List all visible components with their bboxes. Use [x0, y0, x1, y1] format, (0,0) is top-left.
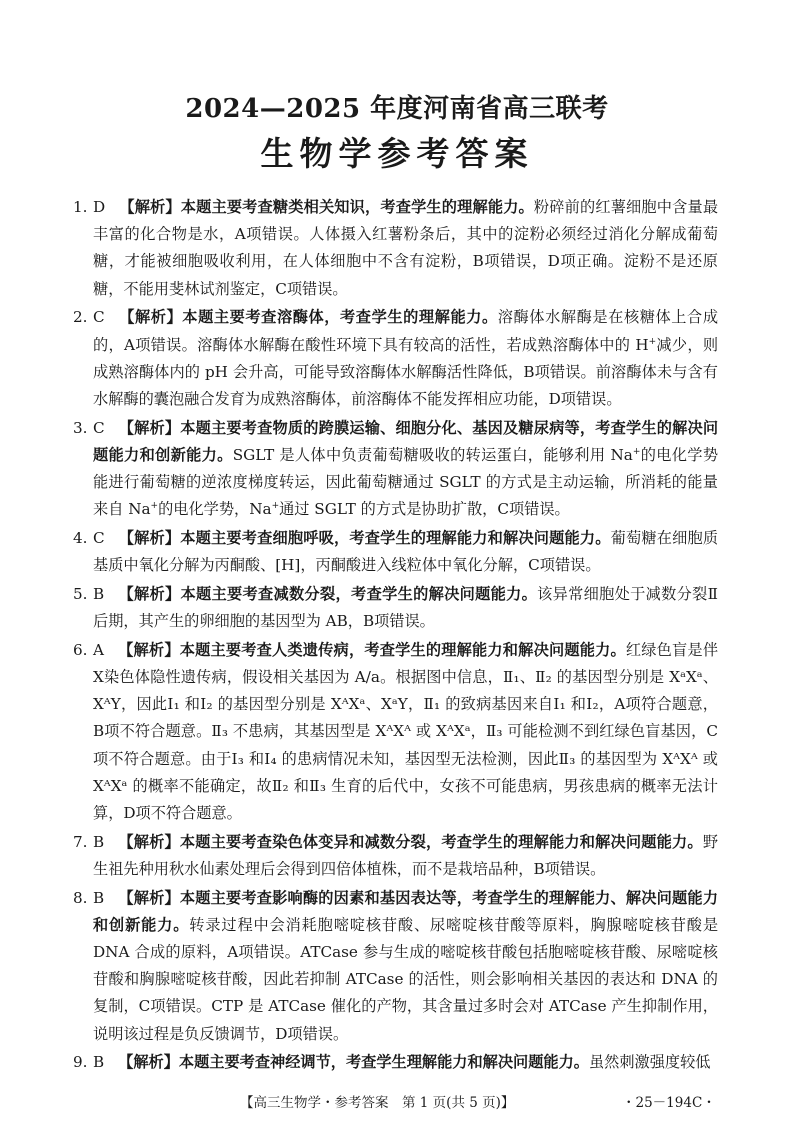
item-number: 8.: [73, 888, 88, 907]
analysis-text: 红绿色盲是伴X染色体隐性遗传病，假设相关基因为 A/a。根据图中信息，Ⅱ₁、Ⅱ₂ 的基因型分别是 XᵃXᵃ、XᴬY，因此Ⅰ₁ 和Ⅰ₂ 的基因型分别是 XᴬXᵃ、XᵃY，Ⅱ₁ 的致病基因来自Ⅰ₁ 和Ⅰ₂，A项符合题意，B项不符合题意。Ⅱ₃ 不患病，其基因型是 XᴬXᴬ 或 XᴬXᵃ，Ⅱ₃ 可能检测不到红绿色盲基因，C项不符合题意。由于Ⅰ₃ 和Ⅰ₄ 的患病情况未知，基因型无法检测，因此Ⅱ₃ 的基因型为 XᴬXᴬ 或 XᴬXᵃ 的概率不能确定，故Ⅱ₂ 和Ⅱ₃ 生育的后代中，女孩不可能患病，男孩患病的概率无法计算，D项不符合题意。: [93, 640, 719, 822]
analysis-lead: 【解析】本题主要考查溶酶体，考查学生的理解能力。: [118, 308, 498, 327]
answer-item-3: [73, 415, 718, 524]
footer-code: ・25－194C・: [622, 1095, 716, 1111]
answer-choice: B: [93, 584, 105, 603]
analysis-lead: 【解析】本题主要考查物质的跨膜运输、细胞分化、基因及糖尿病等，考查学生的解决问题能力和创新能力。: [93, 418, 718, 464]
answer-item-9: [73, 1049, 718, 1076]
answer-choice: A: [93, 640, 104, 659]
analysis-text: 通过 SGLT 的方式是协助扩散，C项错误。: [279, 500, 570, 519]
analysis-lead: 【解析】本题主要考查染色体变异和减数分裂，考查学生的理解能力和解决问题能力。: [118, 832, 703, 851]
analysis-text: 葡萄糖在细胞质基质中氧化分解为丙酮酸、[H]，丙酮酸进入线粒体中氧化分解，C项错误。: [93, 528, 719, 575]
analysis-text: 野生祖先种用秋水仙素处理后会得到四倍体植株，而不是栽培品种，B项错误。: [93, 832, 718, 878]
answer-item-8: [73, 885, 718, 1048]
analysis-lead: 【解析】本题主要考查影响酶的因素和基因表达等，考查学生的理解能力、解决问题能力和创新能力。: [93, 888, 718, 934]
item-number: 9.: [73, 1053, 88, 1072]
document-title: 生物学参考答案: [260, 134, 534, 173]
answer-choice: B: [93, 832, 105, 851]
item-number: 6.: [73, 640, 88, 659]
analysis-text: 溶酶体水解酶是在核糖体上合成的，A项错误。溶酶体水解酶在酸性环境下具有较高的活性，若成熟溶酶体中的 H: [93, 308, 719, 354]
answer-item-4: [73, 525, 718, 579]
analysis-lead: 【解析】本题主要考查神经调节，考查学生理解能力和解决问题能力。: [118, 1053, 589, 1072]
analysis-text: 减少，则成熟溶酶体内的 pH 会升高，可能导致溶酶体水解酶活性降低，B项错误。前溶酶体未与含有水解酶的囊泡融合发育为成熟溶酶体，前溶酶体不能发挥相应功能，D项错误。: [93, 335, 719, 408]
analysis-text: 虽然刺激强度较低: [588, 1053, 711, 1072]
answer-list: [73, 194, 718, 1078]
analysis-text: SGLT 是人体中负责葡萄糖吸收的转运蛋白，能够利用 Na: [232, 445, 633, 464]
item-number: 3.: [73, 418, 88, 437]
analysis-text: 转录过程中会消耗胞嘧啶核苷酸、尿嘧啶核苷酸等原料，胸腺嘧啶核苷酸是DNA 合成的原料，A项错误。ATCase 参与生成的嘧啶核苷酸包括胞嘧啶核苷酸、尿嘧啶核苷酸和胸腺嘧啶核苷酸，因此若抑制 ATCase 的活性，则会影响相关基因的表达和 DNA 的复制，C项错误。CTP 是 ATCase 催化的产物，其含量过多时会对 ATCase 产生抑制作用，说明该过程是负反馈调节，D项错误。: [93, 915, 719, 1043]
ion-charge: +: [632, 446, 641, 457]
ion-charge: +: [150, 501, 159, 512]
answer-item-6: [73, 637, 718, 827]
analysis-lead: 【解析】本题主要考查减数分裂，考查学生的解决问题能力。: [118, 584, 538, 603]
item-number: 4.: [73, 528, 88, 547]
analysis-lead: 【解析】本题主要考查糖类相关知识，考查学生的理解能力。: [119, 198, 534, 216]
answer-item-2: [73, 304, 718, 413]
item-number: 1.: [73, 198, 88, 216]
analysis-text: 的电化学势，Na: [158, 500, 272, 519]
item-number: 2.: [73, 308, 88, 327]
answer-item-1: [73, 194, 718, 303]
item-number: 5.: [73, 584, 88, 603]
analysis-lead: 【解析】本题主要考查人类遗传病，考查学生的理解能力和解决问题能力。: [117, 640, 626, 659]
answer-choice: C: [93, 308, 105, 327]
answer-choice: B: [93, 888, 105, 907]
analysis-text: 粉碎前的红薯细胞中含量最丰富的化合物是水，A项错误。人体摄入红薯粉条后，其中的淀粉必须经过消化分解成葡萄糖，才能被细胞吸收利用，在人体细胞中不含有淀粉，B项错误，D项正确。淀粉不是还原糖，不能用斐林试剂鉴定，C项错误。: [93, 198, 719, 298]
answer-choice: B: [93, 1053, 105, 1072]
ion-charge: +: [271, 501, 280, 512]
footer-page-info: 【高三生物学・参考答案 第 1 页(共 5 页)】: [240, 1095, 515, 1111]
answer-choice: D: [93, 198, 106, 216]
analysis-text: 该异常细胞处于减数分裂Ⅱ后期，其产生的卵细胞的基因型为 AB，B项错误。: [93, 584, 719, 631]
answer-choice: C: [93, 528, 105, 547]
item-number: 7.: [73, 832, 88, 851]
answer-choice: C: [93, 418, 105, 437]
analysis-lead: 【解析】本题主要考查细胞呼吸，考查学生的理解能力和解决问题能力。: [118, 528, 611, 547]
answer-item-7: [73, 829, 718, 883]
exam-title: 2024—2025 年度河南省高三联考: [185, 94, 609, 124]
analysis-text: 的电化学势能进行葡萄糖的逆浓度梯度转运，因此葡萄糖通过 SGLT 的方式是主动运输，所消耗的能量来自 Na: [93, 445, 719, 519]
answer-item-5: [73, 581, 718, 635]
ion-charge: +: [648, 336, 657, 347]
